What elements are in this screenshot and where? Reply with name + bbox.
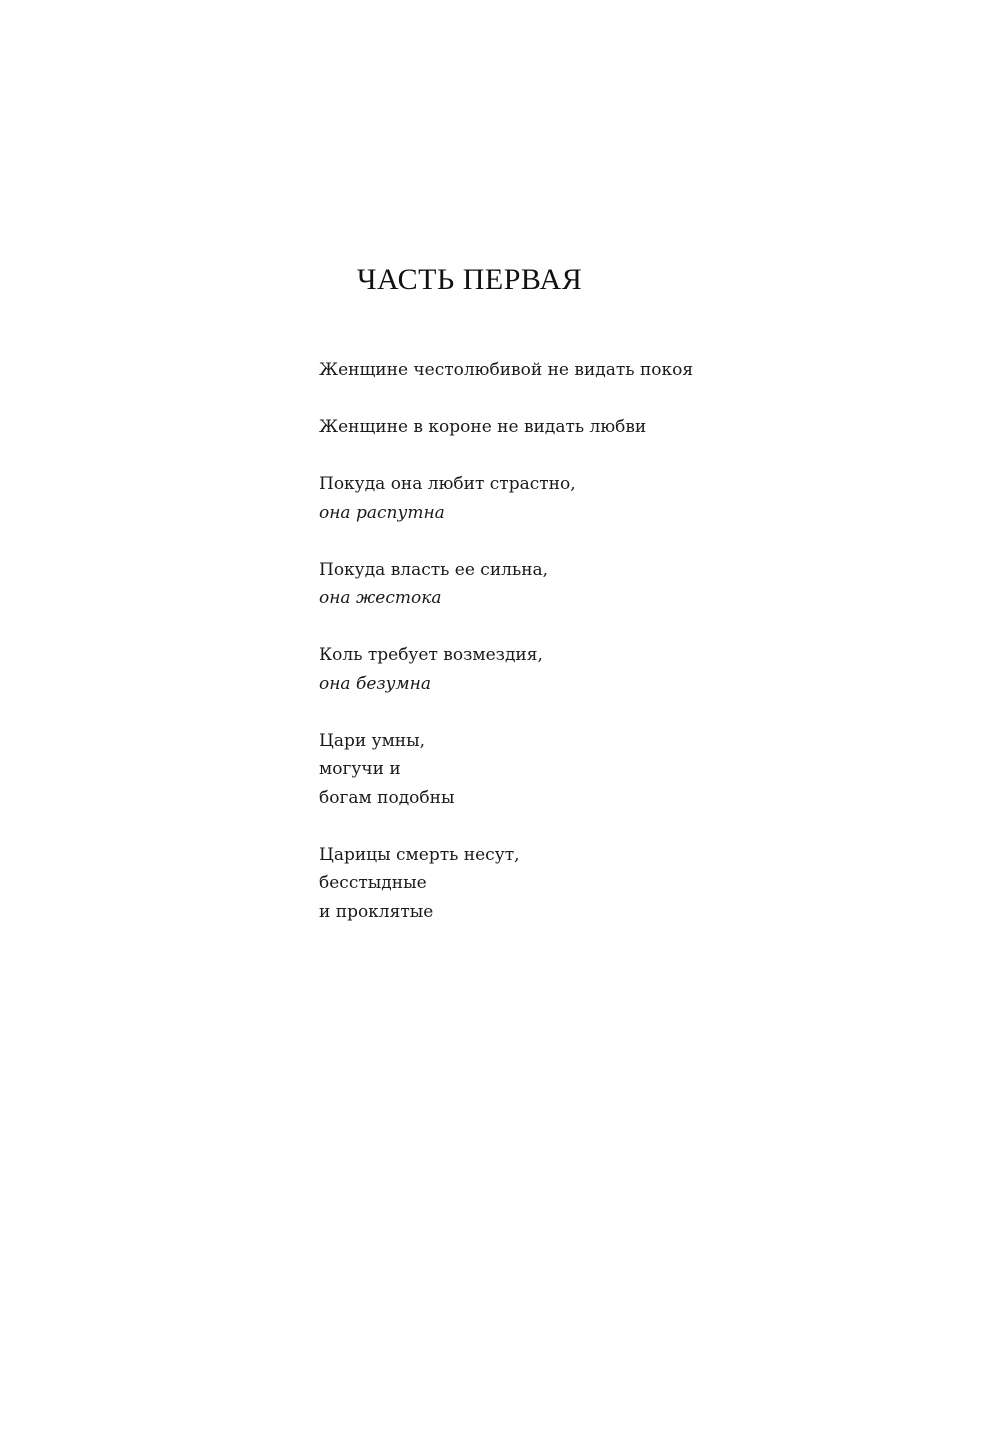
- poem-line: Цари умны,: [319, 730, 426, 751]
- poem-line: Царицы смерть несут,: [319, 844, 520, 865]
- poem-line: Покуда она любит страстно,: [319, 474, 576, 494]
- part-title: ЧАСТЬ ПЕРВАЯ: [357, 263, 583, 296]
- epigraph-poem: [319, 356, 879, 955]
- poem-line: бесстыдные: [319, 873, 427, 893]
- poem-line: Покуда власть ее сильна,: [319, 559, 549, 580]
- poem-line: и проклятые: [319, 901, 434, 922]
- stanza: [319, 727, 879, 813]
- poem-line: Женщине в короне не видать любви: [319, 417, 647, 437]
- poem-line: богам подобны: [319, 787, 455, 808]
- stanza: [319, 470, 879, 527]
- stanza: [319, 641, 879, 698]
- stanza: [319, 841, 879, 927]
- stanza: [319, 356, 879, 385]
- stanza: [319, 413, 879, 442]
- poem-line-italic: она безумна: [319, 673, 431, 694]
- stanza: [319, 556, 879, 613]
- poem-line-italic: она жестока: [319, 588, 442, 608]
- poem-line-italic: она распутна: [319, 502, 445, 523]
- poem-line: Коль требует возмездия,: [319, 645, 543, 665]
- poem-line: могучи и: [319, 759, 401, 779]
- poem-line: Женщине честолюбивой не видать покоя: [319, 360, 694, 380]
